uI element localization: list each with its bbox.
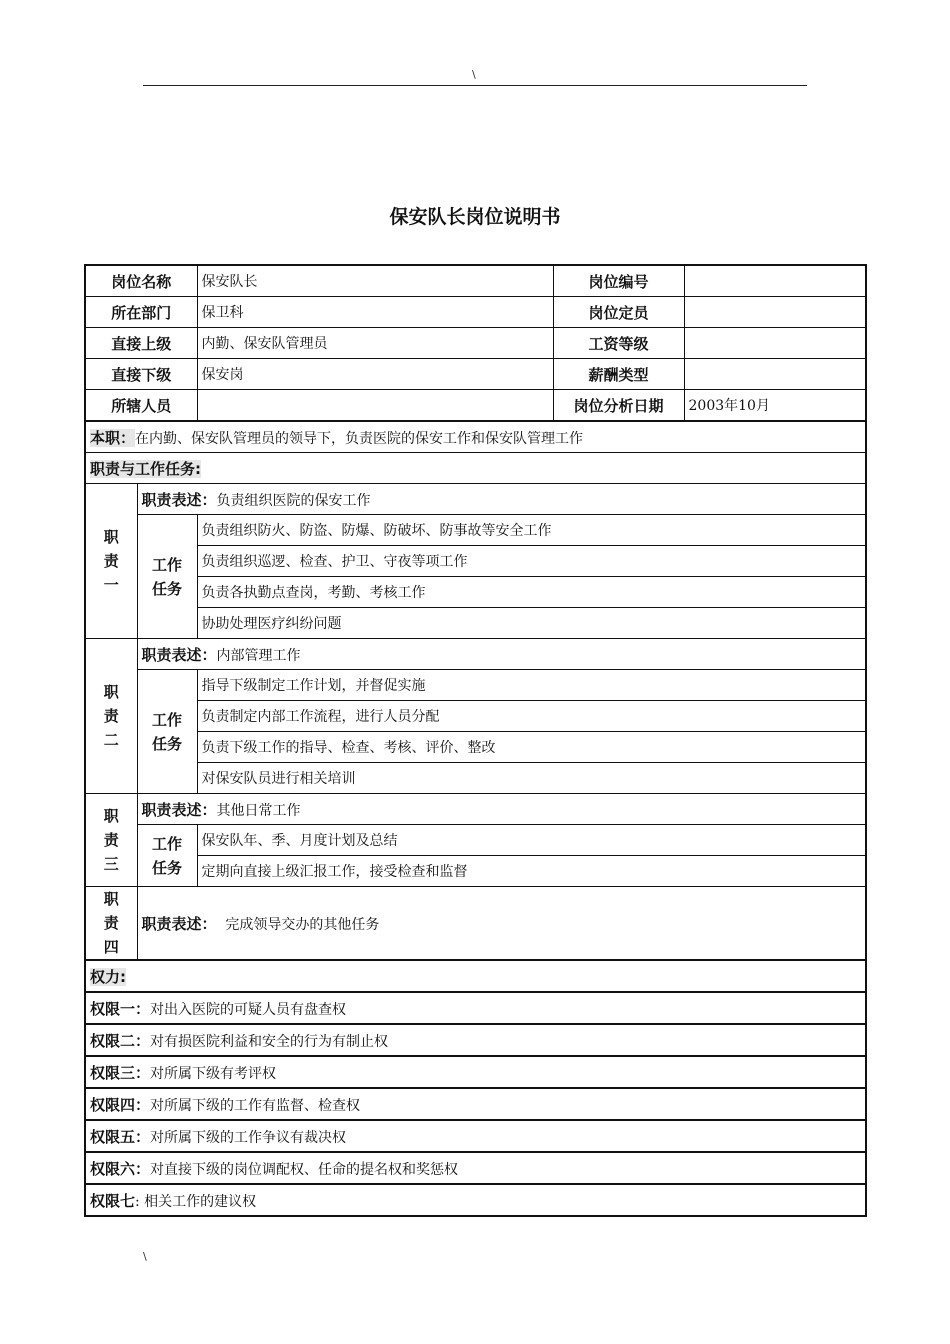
subordinate-value: 保安岗 [197,359,553,390]
duty-2-tasks-label: 工作 任务 [137,670,197,794]
powers-header: 权力: [90,967,126,986]
superior-value: 内勤、保安队管理员 [197,328,553,359]
power-3: 权限三：对所属下级有考评权 [85,1056,866,1088]
footer-mark: \ [143,1250,147,1263]
wage-grade-value [684,328,866,359]
header-mark: \ [472,68,476,81]
duty-cell [85,421,866,453]
analysis-date-value: 2003年10月 [684,390,866,422]
power-6: 权限六：对直接下级的岗位调配权、任命的提名权和奖惩权 [85,1152,866,1184]
duty-2-statement-row [85,639,866,670]
duty-3-task-2: 定期向直接上级汇报工作，接受检查和监督 [197,856,866,887]
info-row-name [85,265,866,297]
info-row-superior [85,328,866,359]
duty-2-task-4: 对保安队员进行相关培训 [197,763,866,794]
salary-type-value [684,359,866,390]
duty-1-statement: 职责表述：负责组织医院的保安工作 [137,484,866,515]
duty-1-statement-row [85,484,866,515]
duty-3-tasks-label: 工作 任务 [137,825,197,887]
duty-1-task-4: 协助处理医疗纠纷问题 [197,608,866,639]
info-row-subordinate [85,359,866,390]
header-rule [143,85,807,86]
duty-2-task-2: 负责制定内部工作流程，进行人员分配 [197,701,866,732]
duty-1-task-row [85,515,866,546]
duty-2-label: 职 责 二 [85,639,137,794]
superior-label: 直接上级 [85,328,197,359]
info-row-staff [85,390,866,422]
department-label: 所在部门 [85,297,197,328]
duty-4-label: 职 责 四 [85,887,137,961]
duties-header: 职责与工作任务: [90,459,201,478]
power-2: 权限二：对有损医院利益和安全的行为有制止权 [85,1024,866,1056]
duty-1-task-1: 负责组织防火、防盗、防爆、防破坏、防事故等安全工作 [197,515,866,546]
duty-3-label: 职 责 三 [85,794,137,887]
duty-row [85,421,866,453]
staff-value [197,390,553,422]
duty-4-row [85,887,866,961]
duty-1-task-2: 负责组织巡逻、检查、护卫、守夜等项工作 [197,546,866,577]
powers-header-cell [85,960,866,992]
department-value: 保卫科 [197,297,553,328]
duty-3-statement: 职责表述：其他日常工作 [137,794,866,825]
quota-value [684,297,866,328]
quota-label: 岗位定员 [553,297,684,328]
duty-3-task-1: 保安队年、季、月度计划及总结 [197,825,866,856]
duty-2-task-3: 负责下级工作的指导、检查、考核、评价、整改 [197,732,866,763]
duty-3-statement-row [85,794,866,825]
duty-1-task-3: 负责各执勤点查岗，考勤、考核工作 [197,577,866,608]
analysis-date-label: 岗位分析日期 [553,390,684,422]
info-row-dept [85,297,866,328]
position-code-value [684,265,866,297]
duty-1-tasks-label: 工作 任务 [137,515,197,639]
position-name-label: 岗位名称 [85,265,197,297]
powers-header-row [85,960,866,992]
power-4: 权限四：对所属下级的工作有监督、检查权 [85,1088,866,1120]
duty-2-task-1: 指导下级制定工作计划，并督促实施 [197,670,866,701]
salary-type-label: 薪酬类型 [553,359,684,390]
job-description-table [84,264,867,1217]
power-5: 权限五：对所属下级的工作争议有裁决权 [85,1120,866,1152]
duty-label: 本职： [90,428,136,447]
staff-label: 所辖人员 [85,390,197,422]
duty-1-label: 职 责 一 [85,484,137,639]
duties-header-row [85,453,866,484]
wage-grade-label: 工资等级 [553,328,684,359]
document-title: 保安队长岗位说明书 [389,206,561,228]
subordinate-label: 直接下级 [85,359,197,390]
position-name-value: 保安队长 [197,265,553,297]
duty-2-statement: 职责表述：内部管理工作 [137,639,866,670]
duties-header-cell [85,453,866,484]
position-code-label: 岗位编号 [553,265,684,297]
power-1: 权限一：对出入医院的可疑人员有盘查权 [85,992,866,1024]
duty-4-statement: 职责表述： 完成领导交办的其他任务 [137,887,866,961]
power-7: 权限七: 相关工作的建议权 [85,1184,866,1216]
duty-text: 在内勤、保安队管理员的领导下，负责医院的保安工作和保安队管理工作 [135,430,584,447]
